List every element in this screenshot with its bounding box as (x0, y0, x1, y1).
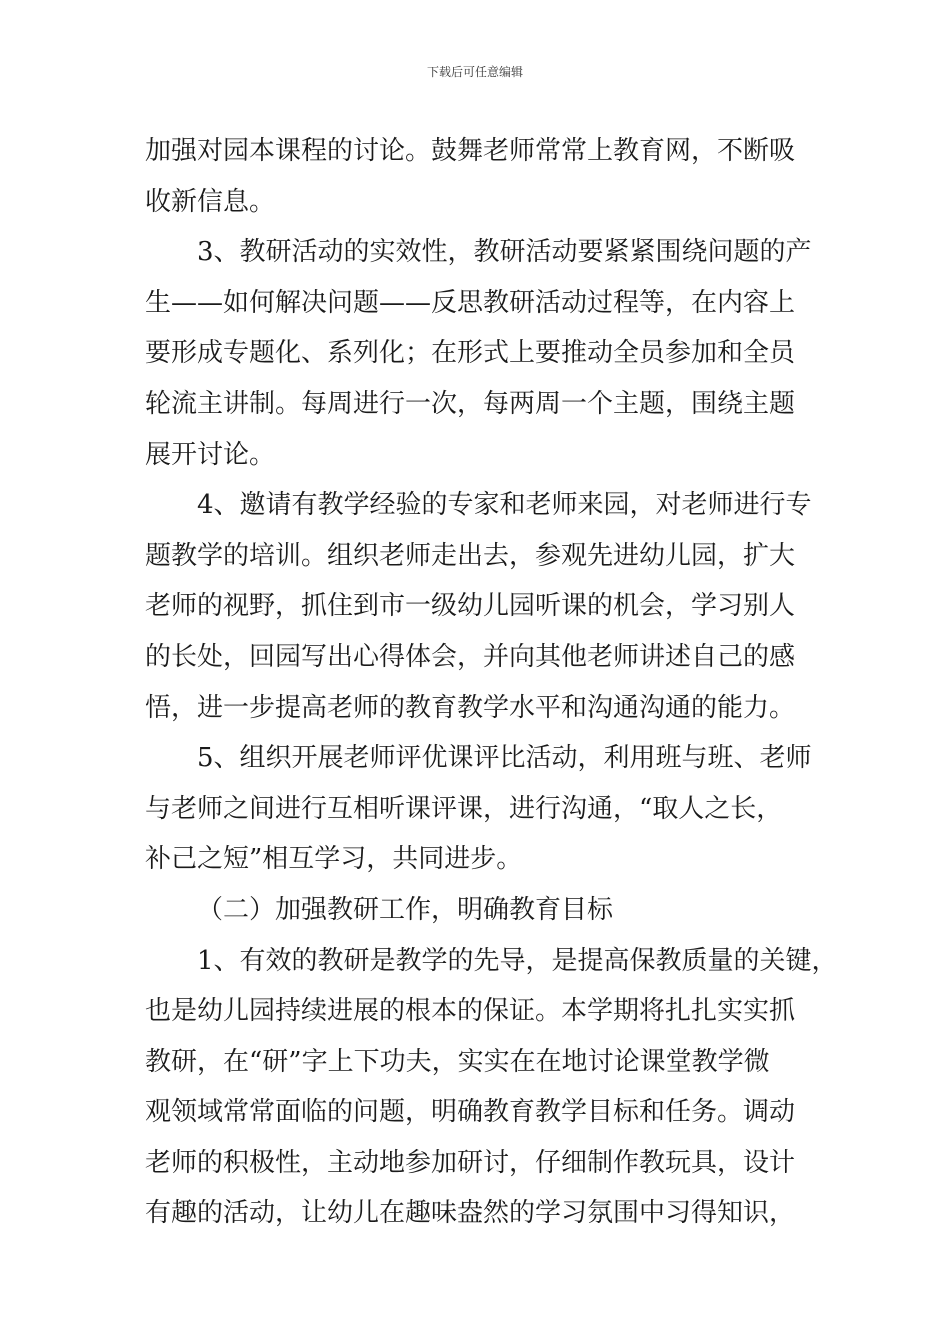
text-line: 观领域常常面临的问题，明确教育教学目标和任务。调动 (145, 1097, 796, 1128)
text-line: 有趣的活动，让幼儿在趣味盎然的学习氛围中习得知识， (145, 1198, 796, 1229)
text-line: 与老师之间进行互相听课评课，进行沟通，“取人之长， (145, 793, 783, 824)
paragraph-start-line: 4、邀请有教学经验的专家和老师来园，对老师进行专 (197, 490, 812, 521)
text-line: 展开讨论。 (145, 439, 276, 470)
text-line: 教研，在“研”字上下功夫，实实在在地讨论课堂教学微 (145, 1046, 770, 1077)
text-line: 要形成专题化、系列化；在形式上要推动全员参加和全员 (145, 338, 796, 369)
text-line: 也是幼儿园持续进展的根本的保证。本学期将扎扎实实抓 (145, 996, 796, 1027)
text-line: 悟，进一步提高老师的教育教学水平和沟通沟通的能力。 (145, 692, 796, 723)
text-line: 收新信息。 (145, 186, 276, 217)
text-line: 题教学的培训。组织老师走出去，参观先进幼儿园，扩大 (145, 540, 796, 571)
text-line: 生——如何解决问题——反思教研活动过程等，在内容上 (145, 287, 796, 318)
text-line: 补己之短”相互学习，共同进步。 (145, 844, 523, 875)
paragraph-start-line: 1、有效的教研是教学的先导，是提高保教质量的关键， (197, 945, 838, 976)
paragraph-start-line: 3、教研活动的实效性，教研活动要紧紧围绕问题的产 (197, 237, 812, 268)
document-body (145, 126, 838, 1239)
text-line: 老师的积极性，主动地参加研讨，仔细制作教玩具，设计 (145, 1147, 796, 1178)
text-line: 老师的视野，抓住到市一级幼儿园听课的机会，学习别人 (145, 591, 796, 622)
text-line: 轮流主讲制。每周进行一次，每两周一个主题，围绕主题 (145, 388, 796, 419)
page-header: 下载后可任意编辑 (426, 65, 523, 79)
section-heading: （二）加强教研工作，明确教育目标 (197, 894, 614, 925)
text-line: 加强对园本课程的讨论。鼓舞老师常常上教育网，不断吸 (145, 136, 796, 166)
paragraph-start-line: 5、组织开展老师评优课评比活动，利用班与班、老师 (197, 743, 812, 774)
text-line: 的长处，回园写出心得体会，并向其他老师讲述自己的感 (145, 641, 796, 672)
